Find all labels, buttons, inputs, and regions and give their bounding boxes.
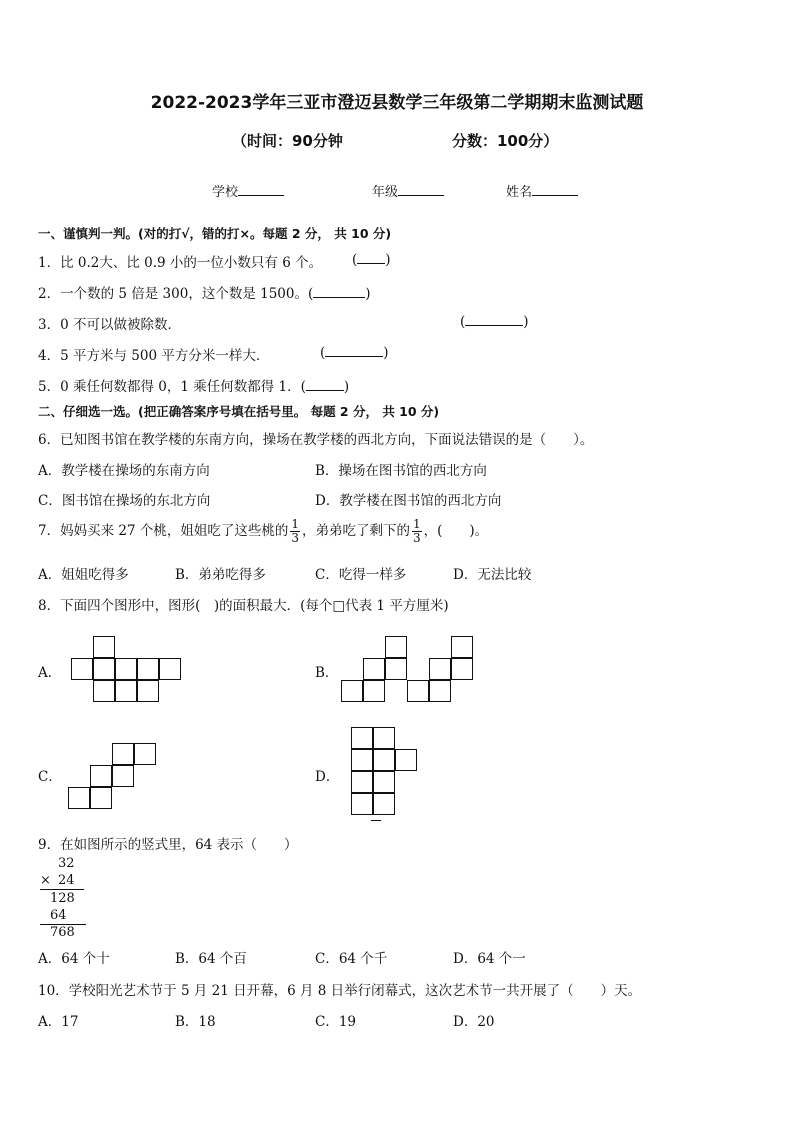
- exam-time: （时间：90分钟: [232, 132, 343, 150]
- question-8-label-b[interactable]: B．: [315, 665, 339, 681]
- question-6-option-d[interactable]: D．教学楼在图书馆的西北方向: [315, 493, 502, 509]
- question-2: 2．一个数的 5 倍是 300，这个数是 1500。( ): [38, 286, 371, 302]
- question-9: 9．在如图所示的竖式里，64 表示（ ）: [38, 837, 298, 853]
- calc-partial-2: 64: [50, 908, 67, 923]
- question-7-option-d[interactable]: D．无法比较: [453, 567, 532, 583]
- question-9-option-d[interactable]: D．64 个一: [453, 951, 526, 967]
- name-field[interactable]: [506, 181, 578, 200]
- question-2-answer[interactable]: [313, 285, 365, 298]
- question-7: 7．妈妈买来 27 个桃，姐姐吃了这些桃的 $\frac{1}{3}$ ，弟弟吃了剩下的 $\frac{1}{3}$ ，( )。: [38, 517, 489, 545]
- question-6-option-b[interactable]: B．操场在图书馆的西北方向: [315, 463, 487, 479]
- question-5: 5．0 乘任何数都得 0，1 乘任何数都得 1．( ): [38, 379, 350, 395]
- calc-partial-1: 128: [50, 891, 75, 906]
- question-9-option-b[interactable]: B．64 个百: [175, 951, 247, 967]
- question-6: 6．已知图书馆在教学楼的东南方向，操场在教学楼的西北方向，下面说法错误的是（ ）。: [38, 432, 594, 448]
- question-10-option-a[interactable]: A．17: [38, 1014, 79, 1030]
- question-7-option-a[interactable]: A．姐姐吃得多: [38, 567, 129, 583]
- calc-times-sign: ×: [40, 873, 51, 888]
- question-10-option-b[interactable]: B．18: [175, 1014, 216, 1030]
- name-label: 姓名: [506, 185, 533, 200]
- calc-multiplier: 24: [58, 873, 75, 888]
- page-title: 2022-2023学年三亚市澄迈县数学三年级第二学期期末监测试题: [150, 93, 644, 113]
- question-4: 4．5 平方米与 500 平方分米一样大．: [38, 348, 270, 364]
- question-3-answer[interactable]: ( ): [460, 314, 529, 330]
- question-3: 3．0 不可以做被除数．: [38, 317, 181, 333]
- question-5-answer[interactable]: [306, 378, 344, 391]
- question-10-option-d[interactable]: D．20: [453, 1014, 495, 1030]
- question-9-option-c[interactable]: C．64 个千: [315, 951, 388, 967]
- exam-score: 分数：100分）: [452, 132, 559, 150]
- section1-heading: 一、谨慎判一判。(对的打√，错的打×。每题 2 分， 共 10 分): [38, 226, 392, 241]
- section2-heading: 二、仔细选一选。(把正确答案序号填在括号里。 每题 2 分， 共 10 分): [38, 404, 440, 419]
- question-4-answer[interactable]: ( ): [320, 345, 389, 361]
- question-8-label-a[interactable]: A．: [38, 665, 62, 681]
- grade-label: 年级: [372, 185, 399, 200]
- calc-line-1: [40, 889, 84, 890]
- question-6-option-c[interactable]: C．图书馆在操场的东北方向: [38, 493, 211, 509]
- question-8-label-c[interactable]: C．: [38, 769, 62, 785]
- question-10: 10．学校阳光艺术节于 5 月 21 日开幕，6 月 8 日举行闭幕式，这次艺术节一共开展了（ ）天。: [38, 983, 642, 999]
- question-7-option-b[interactable]: B．弟弟吃得多: [175, 567, 266, 583]
- fraction-one-third: $\frac{1}{3}$: [291, 517, 299, 545]
- question-8: 8．下面四个图形中，图形( )的面积最大．(每个□代表 1 平方厘米): [38, 598, 449, 614]
- school-field[interactable]: [212, 181, 284, 200]
- question-1: 1．比 0.2大、比 0.9 小的一位小数只有 6 个。: [38, 255, 323, 271]
- fraction-one-third: $\frac{1}{3}$: [413, 517, 421, 545]
- question-10-option-c[interactable]: C．19: [315, 1014, 357, 1030]
- figure-d-mark: [371, 820, 381, 821]
- question-9-option-a[interactable]: A．64 个十: [38, 951, 110, 967]
- question-1-answer[interactable]: ( ): [352, 252, 391, 268]
- calc-result: 768: [50, 925, 75, 940]
- question-6-option-a[interactable]: A．教学楼在操场的东南方向: [38, 463, 210, 479]
- school-label: 学校: [212, 185, 239, 200]
- question-8-label-d[interactable]: D．: [315, 769, 340, 785]
- grade-field[interactable]: [372, 181, 444, 200]
- calc-multiplicand: 32: [58, 856, 75, 871]
- question-7-option-c[interactable]: C．吃得一样多: [315, 567, 407, 583]
